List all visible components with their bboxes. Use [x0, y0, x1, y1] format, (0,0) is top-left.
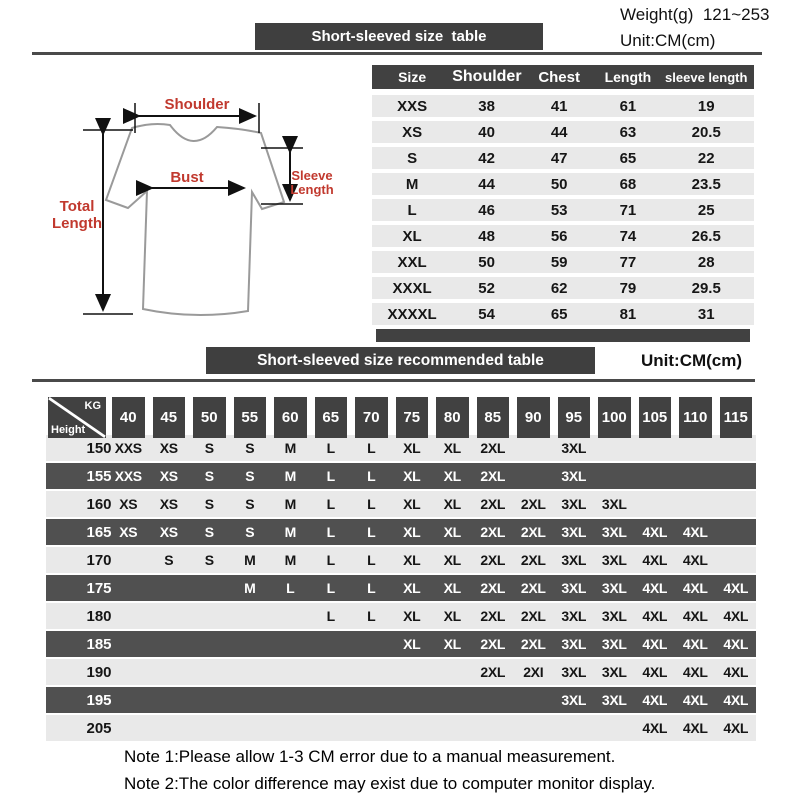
recommended-size-cell: M [244, 552, 256, 568]
recommended-table-header-row [46, 397, 756, 436]
recommended-size-cell: M [284, 524, 296, 540]
recommended-size-cell: 4XL [723, 580, 749, 596]
note-2: Note 2:The color difference may exist due to computer monitor display. [124, 774, 656, 793]
tshirt-diagram [40, 80, 360, 340]
weight-col-header: 80 [436, 397, 469, 438]
recommended-size-cell: 4XL [682, 636, 708, 652]
size-table-row [372, 225, 754, 247]
recommended-size-cell: XL [403, 636, 421, 652]
size-table-cell: 77 [619, 253, 637, 271]
recommended-size-cell: XL [403, 468, 421, 484]
recommended-size-cell: XL [443, 552, 461, 568]
recommended-size-cell: 3XL [601, 524, 627, 540]
divider-middle [32, 379, 755, 382]
weight-col-header: 60 [274, 397, 307, 438]
recommended-table-title: Short-sleeved size recommended table [206, 347, 595, 374]
recommended-size-cell: M [244, 580, 256, 596]
size-table-cell: 65 [619, 149, 637, 167]
recommended-size-cell: XS [159, 496, 178, 512]
weight-col-header: 40 [112, 397, 145, 438]
recommended-size-cell: XS [159, 468, 178, 484]
recommended-size-cell: M [284, 496, 296, 512]
recommended-table-body [46, 435, 756, 741]
recommended-size-cell: 2XL [520, 496, 546, 512]
height-row [46, 519, 756, 545]
size-col-header: Size [398, 69, 427, 85]
recommended-size-cell: 3XL [601, 636, 627, 652]
recommended-size-cell: S [204, 524, 214, 540]
recommended-size-cell: XS [119, 524, 138, 540]
recommended-size-cell: 4XL [723, 664, 749, 680]
recommended-size-cell: 4XL [723, 608, 749, 624]
recommended-size-cell: 3XL [601, 552, 627, 568]
size-table-cell: 44 [550, 123, 568, 141]
recommended-size-cell: XL [443, 580, 461, 596]
size-table-cell: 48 [478, 227, 495, 245]
recommended-size-cell: 4XL [642, 608, 668, 624]
recommended-size-cell: L [326, 440, 335, 456]
recommended-size-cell: L [326, 552, 335, 568]
size-table-cell: 28 [697, 253, 715, 271]
notes [124, 743, 655, 797]
size-col-header: Length [604, 69, 652, 85]
height-row-label: 185 [86, 635, 112, 653]
size-table-cell: M [405, 175, 419, 193]
weight-label: Weight(g) 121~253 [620, 5, 770, 24]
recommended-size-cell: 2XL [520, 524, 546, 540]
recommended-size-cell: 3XL [601, 608, 627, 624]
height-row [46, 687, 756, 713]
recommended-size-cell: 3XL [561, 552, 587, 568]
kg-label: KG [84, 400, 101, 412]
size-table-footer-bar [376, 329, 750, 342]
recommended-size-cell: 3XL [561, 496, 587, 512]
recommended-size-cell: 4XL [642, 552, 668, 568]
recommended-size-cell: 2XL [480, 636, 506, 652]
height-row [46, 575, 756, 601]
weight-col-header: 75 [396, 397, 429, 438]
height-row-label: 205 [86, 719, 112, 737]
size-table-cell: XXXXL [387, 305, 437, 323]
recommended-size-cell: L [326, 468, 335, 484]
recommended-size-cell: 2XL [520, 608, 546, 624]
recommended-size-cell: 4XL [682, 692, 708, 708]
recommended-size-cell: 4XL [642, 580, 668, 596]
recommended-size-cell: 2XL [480, 468, 506, 484]
recommended-size-cell: 4XL [723, 692, 749, 708]
total-length-label-line2: Length [52, 215, 102, 232]
size-table-body [372, 95, 754, 325]
recommended-size-cell: L [367, 524, 376, 540]
recommended-size-cell: 3XL [561, 692, 587, 708]
sleeve-length-label-line2: Length [290, 182, 334, 197]
size-table-cell: 46 [478, 201, 495, 219]
height-row [46, 547, 756, 573]
recommended-size-cell: 4XL [723, 636, 749, 652]
unit-label-recommended: Unit:CM(cm) [641, 351, 743, 370]
recommended-size-cell: L [367, 496, 376, 512]
height-row [46, 463, 756, 489]
size-table-cell: 38 [478, 97, 495, 115]
recommended-size-cell: S [245, 440, 255, 456]
size-table-cell: 41 [550, 97, 568, 115]
height-row [46, 631, 756, 657]
weight-col-header: 50 [193, 397, 226, 438]
recommended-size-cell: L [367, 580, 376, 596]
height-row-label: 165 [86, 523, 112, 541]
recommended-size-cell: XL [403, 580, 421, 596]
size-table-cell: S [407, 149, 418, 167]
size-table-row [372, 303, 754, 325]
recommended-size-cell: XXS [114, 440, 142, 456]
recommended-size-cell: S [245, 524, 255, 540]
recommended-size-cell: 3XL [561, 524, 587, 540]
recommended-size-cell: M [284, 552, 296, 568]
recommended-size-cell: 3XL [561, 664, 587, 680]
recommended-size-cell: 3XL [561, 468, 587, 484]
tshirt-outline [106, 124, 284, 315]
size-table-cell: 61 [619, 97, 637, 115]
size-table-cell: 44 [478, 175, 495, 193]
recommended-size-cell: L [326, 608, 335, 624]
recommended-size-cell: S [164, 552, 174, 568]
recommended-size-cell: 3XL [601, 580, 627, 596]
height-row [46, 435, 756, 461]
recommended-size-cell: XL [403, 552, 421, 568]
size-table-cell: 71 [619, 201, 637, 219]
size-table-cell: 40 [478, 123, 495, 141]
recommended-size-cell: 3XL [561, 636, 587, 652]
size-table-cell: 81 [619, 305, 637, 323]
size-table-cell: 50 [478, 253, 495, 271]
weight-col-header: 55 [234, 397, 267, 438]
recommended-size-cell: 4XL [642, 636, 668, 652]
weight-col-header: 90 [517, 397, 550, 438]
recommended-size-cell: 2XL [520, 552, 546, 568]
recommended-size-cell: L [326, 580, 335, 596]
size-col-header: Chest [538, 68, 580, 86]
recommended-size-cell: XL [443, 636, 461, 652]
size-col-header: sleeve length [665, 69, 748, 85]
recommended-size-cell: S [204, 552, 214, 568]
size-table-row [372, 251, 754, 273]
recommended-size-cell: 3XL [561, 580, 587, 596]
recommended-size-cell: L [367, 608, 376, 624]
size-table-row [372, 147, 754, 169]
recommended-size-cell: XS [119, 496, 138, 512]
size-table-cell: XXL [397, 253, 427, 271]
size-table-cell: 19 [697, 97, 715, 115]
recommended-size-cell: 4XL [682, 552, 708, 568]
weight-col-header: 115 [720, 397, 753, 438]
note-1: Note 1:Please allow 1-3 CM error due to a manual measurement. [124, 747, 616, 766]
recommended-size-cell: XS [159, 524, 178, 540]
height-label: Height [51, 424, 86, 436]
recommended-size-cell: S [245, 468, 255, 484]
recommended-size-cell: 4XL [723, 720, 749, 736]
recommended-size-cell: 4XL [682, 580, 708, 596]
weight-col-header: 65 [315, 397, 348, 438]
recommended-size-cell: 2XI [523, 664, 544, 680]
recommended-size-cell: 2XL [480, 552, 506, 568]
recommended-size-cell: XL [443, 524, 461, 540]
size-table-cell: 26.5 [691, 227, 721, 245]
height-row-label: 180 [86, 607, 112, 625]
size-table-cell: XXXL [392, 279, 432, 297]
recommended-size-cell: M [284, 468, 296, 484]
size-table-header-row [372, 65, 754, 89]
recommended-size-cell: 2XL [480, 524, 506, 540]
recommended-size-cell: 2XL [520, 580, 546, 596]
recommended-size-cell: L [286, 580, 295, 596]
recommended-size-cell: XL [443, 608, 461, 624]
recommended-size-cell: L [367, 552, 376, 568]
size-table-row [372, 277, 754, 299]
recommended-size-cell: 2XL [480, 496, 506, 512]
sleeve-length-label-line1: Sleeve [291, 168, 333, 183]
size-table-cell: 53 [550, 201, 568, 219]
recommended-size-cell: XL [403, 496, 421, 512]
weight-col-header: 105 [639, 397, 672, 438]
bust-label: Bust [170, 169, 204, 186]
size-table-cell: 25 [697, 201, 715, 219]
recommended-size-cell: XL [443, 468, 461, 484]
size-table-cell: XL [402, 227, 422, 245]
size-table-cell: XS [402, 123, 423, 141]
recommended-size-cell: XS [159, 440, 178, 456]
size-table-cell: 47 [550, 149, 568, 167]
size-table-cell: 62 [550, 279, 568, 297]
recommended-size-cell: 3XL [561, 608, 587, 624]
recommended-size-cell: S [245, 496, 255, 512]
recommended-size-cell: 3XL [601, 692, 627, 708]
size-table-cell: 29.5 [691, 279, 721, 297]
height-row [46, 659, 756, 685]
size-table-cell: 52 [478, 279, 495, 297]
recommended-size-cell: S [204, 496, 214, 512]
height-row [46, 603, 756, 629]
shoulder-label: Shoulder [164, 96, 230, 113]
recommended-size-cell: XXS [114, 468, 142, 484]
size-table-row [372, 173, 754, 195]
recommended-size-cell: 2XL [480, 580, 506, 596]
recommended-size-cell: L [326, 496, 335, 512]
recommended-size-cell: 4XL [682, 524, 708, 540]
recommended-size-cell: L [367, 468, 376, 484]
unit-label-top: Unit:CM(cm) [620, 31, 716, 50]
total-length-label-line1: Total [59, 198, 95, 215]
weight-col-header: 45 [153, 397, 186, 438]
recommended-size-cell: L [326, 524, 335, 540]
recommended-size-cell: XL [403, 608, 421, 624]
recommended-size-cell: 2XL [480, 608, 506, 624]
size-table-cell: 63 [619, 123, 637, 141]
recommended-size-cell: 4XL [642, 692, 668, 708]
divider-top [32, 52, 762, 55]
recommended-size-cell: 4XL [642, 524, 668, 540]
weight-col-header: 95 [558, 397, 591, 438]
recommended-size-cell: 4XL [682, 664, 708, 680]
recommended-size-cell: S [204, 440, 214, 456]
size-table-cell: 42 [478, 149, 495, 167]
size-table-cell: L [407, 201, 417, 219]
size-table-cell: 65 [550, 305, 568, 323]
recommended-size-cell: M [284, 440, 296, 456]
size-table-cell: 31 [697, 305, 715, 323]
weight-col-header: 100 [598, 397, 631, 438]
weight-col-header: 110 [679, 397, 712, 438]
height-row-label: 195 [86, 691, 112, 709]
recommended-size-cell: S [204, 468, 214, 484]
size-table-cell: 79 [619, 279, 637, 297]
recommended-size-cell: XL [403, 524, 421, 540]
kg-height-corner-cell [48, 397, 106, 438]
height-row-label: 155 [86, 467, 112, 485]
recommended-size-cell: XL [443, 440, 461, 456]
weight-col-header: 85 [477, 397, 510, 438]
size-table-row [372, 121, 754, 143]
size-table [372, 65, 754, 342]
recommended-size-cell: 2XL [520, 636, 546, 652]
size-table-cell: 59 [550, 253, 568, 271]
size-table-cell: 22 [697, 149, 715, 167]
recommended-size-cell: 3XL [561, 440, 587, 456]
recommended-size-cell: 3XL [601, 496, 627, 512]
recommended-size-cell: XL [443, 496, 461, 512]
size-table-cell: 54 [478, 305, 495, 323]
height-row-label: 190 [86, 663, 112, 681]
size-col-header: Shoulder [452, 68, 522, 85]
height-row-label: 160 [86, 495, 112, 513]
size-table-cell: 68 [619, 175, 637, 193]
size-table-row [372, 95, 754, 117]
height-row [46, 491, 756, 517]
size-table-cell: 23.5 [691, 175, 721, 193]
size-table-cell: 50 [550, 175, 568, 193]
size-table-row [372, 199, 754, 221]
recommended-size-cell: 2XL [480, 440, 506, 456]
size-table-cell: 74 [619, 227, 637, 245]
recommended-size-cell: L [367, 440, 376, 456]
recommended-size-cell: 4XL [642, 664, 668, 680]
weight-col-header: 70 [355, 397, 388, 438]
size-table-title: Short-sleeved size table [255, 23, 543, 50]
size-table-cell: 20.5 [691, 123, 721, 141]
recommended-size-cell: 4XL [682, 608, 708, 624]
size-recommendation-table [46, 397, 756, 743]
recommended-size-cell: XL [403, 440, 421, 456]
recommended-size-cell: 4XL [682, 720, 708, 736]
size-table-cell: XXS [397, 97, 428, 115]
recommended-size-cell: 4XL [642, 720, 668, 736]
height-row-label: 175 [86, 579, 112, 597]
recommended-size-cell: 3XL [601, 664, 627, 680]
size-table-cell: 56 [550, 227, 568, 245]
height-row-label: 170 [86, 551, 112, 569]
recommended-size-cell: 2XL [480, 664, 506, 680]
height-row-label: 150 [86, 439, 112, 457]
height-row [46, 715, 756, 741]
